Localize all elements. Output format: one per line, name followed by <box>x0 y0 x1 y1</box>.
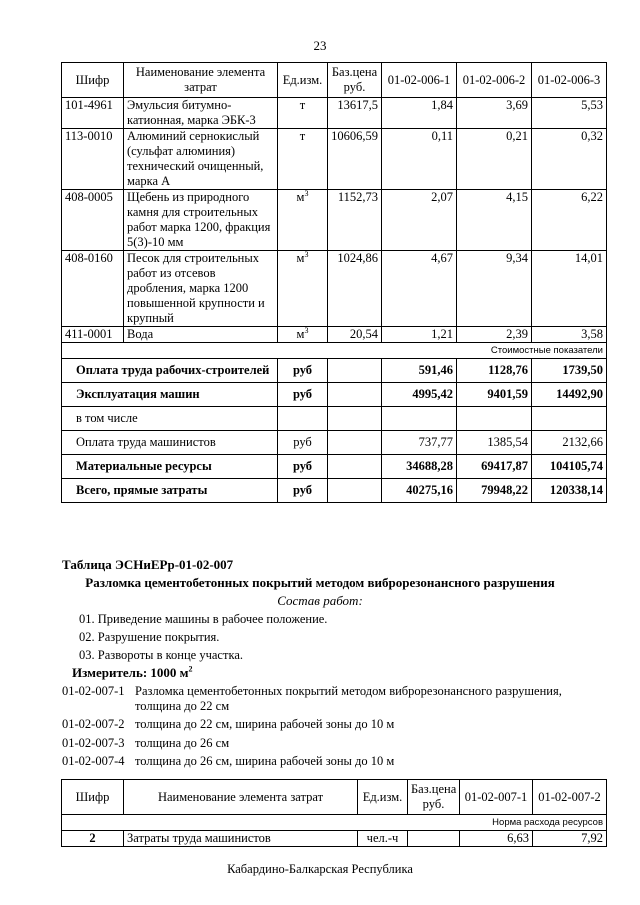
col-header-unit: Ед.изм. <box>278 63 328 98</box>
cell-code: 113-0010 <box>62 129 124 190</box>
cell-price: 10606,59 <box>328 129 382 190</box>
cell-price: 1152,73 <box>328 190 382 251</box>
cell-unit <box>278 327 328 343</box>
resource-table-01-02-007 <box>61 779 607 847</box>
cell-price: 13617,5 <box>328 98 382 129</box>
cell-code: 2 <box>62 831 124 847</box>
cell-code: 408-0005 <box>62 190 124 251</box>
cell-unit <box>278 190 328 251</box>
operation-item: 03. Развороты в конце участка. <box>79 648 243 662</box>
operation-item: 02. Разрушение покрытия. <box>79 630 220 644</box>
table-body <box>62 98 607 503</box>
cell-code: 101-4961 <box>62 98 124 129</box>
page-number: 23 <box>313 38 327 53</box>
summary-v1: 737,77 <box>382 431 457 455</box>
col-header-norm-1: 01-02-007-1 <box>460 780 533 815</box>
summary-v2: 9401,59 <box>457 383 532 407</box>
works-label: Состав работ: <box>277 593 363 608</box>
cell-v3: 6,22 <box>532 190 607 251</box>
summary-row <box>62 383 607 407</box>
col-header-name: Наименование элемента затрат <box>124 63 278 98</box>
page-footer: Кабардино-Балкарская Республика <box>227 862 413 876</box>
summary-v1: 34688,28 <box>382 455 457 479</box>
summary-name: Оплата труда рабочих-строителей <box>62 359 278 383</box>
cell-v2: 3,69 <box>457 98 532 129</box>
summary-price <box>328 479 382 503</box>
summary-name: Материальные ресурсы <box>62 455 278 479</box>
col-header-code: Шифр <box>62 63 124 98</box>
table-row <box>62 831 607 847</box>
code-id: 01-02-007-1 <box>62 684 125 698</box>
unit-text: м <box>296 327 305 341</box>
note-cell: Стоимостные показатели <box>62 343 607 359</box>
table-title: Таблица ЭСНиЕРр-01-02-007 <box>62 557 234 572</box>
col-header-norm-2: 01-02-006-2 <box>457 63 532 98</box>
unit-sup: 3 <box>304 325 309 335</box>
unit-text: т <box>299 129 306 143</box>
col-header-unit: Ед.изм. <box>358 780 408 815</box>
note-cell: Норма расхода ресурсов <box>62 815 607 831</box>
cell-v1: 2,07 <box>382 190 457 251</box>
cell-name: Щебень из природного камня для строительных работ марка 1200, фракция 5(3)-10 мм <box>124 190 278 251</box>
col-header-code: Шифр <box>62 780 124 815</box>
table-row <box>62 98 607 129</box>
code-line <box>62 736 229 751</box>
summary-price <box>328 431 382 455</box>
summary-row <box>62 455 607 479</box>
table-row <box>62 251 607 327</box>
unit-sup: 3 <box>304 249 309 259</box>
summary-v3: 14492,90 <box>532 383 607 407</box>
summary-v2: 1128,76 <box>457 359 532 383</box>
cell-v2: 2,39 <box>457 327 532 343</box>
summary-v1: 591,46 <box>382 359 457 383</box>
cell-name: Алюминий сернокислый (сульфат алюминия) технический очищенный, марка А <box>124 129 278 190</box>
summary-name: в том числе <box>62 407 278 431</box>
unit-text: м <box>296 251 305 265</box>
summary-row <box>62 359 607 383</box>
cell-price: 20,54 <box>328 327 382 343</box>
summary-price <box>328 383 382 407</box>
cell-v3: 0,32 <box>532 129 607 190</box>
summary-row <box>62 431 607 455</box>
cell-v2: 4,15 <box>457 190 532 251</box>
summary-unit: руб <box>278 383 328 407</box>
measure-label: Измеритель: 1000 м <box>72 665 189 680</box>
cell-v2: 7,92 <box>533 831 607 847</box>
col-header-name: Наименование элемента затрат <box>124 780 358 815</box>
cell-code: 411-0001 <box>62 327 124 343</box>
measure-unit <box>72 665 193 681</box>
note-row <box>62 343 607 359</box>
table-row <box>62 327 607 343</box>
cell-name: Затраты труда машинистов <box>124 831 358 847</box>
cell-v3: 14,01 <box>532 251 607 327</box>
cell-v1: 6,63 <box>460 831 533 847</box>
summary-v2: 69417,87 <box>457 455 532 479</box>
cell-name: Вода <box>124 327 278 343</box>
summary-unit: руб <box>278 455 328 479</box>
table-header-row <box>62 780 607 815</box>
cell-price: 1024,86 <box>328 251 382 327</box>
code-id: 01-02-007-2 <box>62 717 125 731</box>
code-line <box>62 717 394 732</box>
summary-v3: 2132,66 <box>532 431 607 455</box>
summary-unit: руб <box>278 431 328 455</box>
resource-table-01-02-006 <box>61 62 607 503</box>
code-text: Разломка цементобетонных покрытий методом виброрезонансного разрушения, <box>135 684 562 698</box>
cell-unit: чел.-ч <box>358 831 408 847</box>
col-header-norm-1: 01-02-006-1 <box>382 63 457 98</box>
summary-v1: 4995,42 <box>382 383 457 407</box>
summary-price <box>328 359 382 383</box>
cell-v1: 1,84 <box>382 98 457 129</box>
summary-row <box>62 479 607 503</box>
cell-code: 408-0160 <box>62 251 124 327</box>
cell-unit <box>278 251 328 327</box>
cell-v1: 0,11 <box>382 129 457 190</box>
code-line <box>62 684 562 699</box>
operation-item: 01. Приведение машины в рабочее положение. <box>79 612 328 626</box>
summary-price <box>328 455 382 479</box>
col-header-price: Баз.цена руб. <box>408 780 460 815</box>
note-row <box>62 815 607 831</box>
summary-v1: 40275,16 <box>382 479 457 503</box>
cell-v1: 1,21 <box>382 327 457 343</box>
col-header-price: Баз.цена руб. <box>328 63 382 98</box>
cell-v3: 5,53 <box>532 98 607 129</box>
summary-v2: 1385,54 <box>457 431 532 455</box>
summary-name: Всего, прямые затраты <box>62 479 278 503</box>
unit-sup: 3 <box>304 188 309 198</box>
table-row <box>62 190 607 251</box>
summary-name: Оплата труда машинистов <box>62 431 278 455</box>
code-id: 01-02-007-4 <box>62 754 125 768</box>
cell-v2: 9,34 <box>457 251 532 327</box>
code-line <box>62 754 394 769</box>
summary-unit: руб <box>278 479 328 503</box>
cell-name: Эмульсия битумно-катионная, марка ЭБК-3 <box>124 98 278 129</box>
summary-v3: 104105,74 <box>532 455 607 479</box>
unit-text: м <box>296 190 305 204</box>
cell-unit <box>278 129 328 190</box>
table-row <box>62 129 607 190</box>
code-text: толщина до 26 см <box>135 736 230 750</box>
cell-unit <box>278 98 328 129</box>
unit-text: т <box>299 98 306 112</box>
summary-v2: 79948,22 <box>457 479 532 503</box>
cell-v1: 4,67 <box>382 251 457 327</box>
col-header-norm-3: 01-02-006-3 <box>532 63 607 98</box>
summary-v3: 1739,50 <box>532 359 607 383</box>
cell-name: Песок для строительных работ из отсевов дробления, марка 1200 повышенной крупности и крупный <box>124 251 278 327</box>
section-heading: Разломка цементобетонных покрытий методом виброрезонансного разрушения <box>85 575 555 590</box>
cell-v3: 3,58 <box>532 327 607 343</box>
summary-v1 <box>382 407 457 431</box>
summary-v3: 120338,14 <box>532 479 607 503</box>
cell-v2: 0,21 <box>457 129 532 190</box>
table-header-row <box>62 63 607 98</box>
summary-row <box>62 407 607 431</box>
summary-unit <box>278 407 328 431</box>
summary-price <box>328 407 382 431</box>
summary-v3 <box>532 407 607 431</box>
code-line-continuation: толщина до 22 см <box>135 699 230 713</box>
cell-price <box>408 831 460 847</box>
code-text: толщина до 26 см, ширина рабочей зоны до 10 м <box>135 754 395 768</box>
code-id: 01-02-007-3 <box>62 736 125 750</box>
summary-v2 <box>457 407 532 431</box>
summary-name: Эксплуатация машин <box>62 383 278 407</box>
code-text: толщина до 22 см, ширина рабочей зоны до 10 м <box>135 717 395 731</box>
col-header-norm-2: 01-02-007-2 <box>533 780 607 815</box>
summary-unit: руб <box>278 359 328 383</box>
measure-sup: 2 <box>188 664 193 674</box>
